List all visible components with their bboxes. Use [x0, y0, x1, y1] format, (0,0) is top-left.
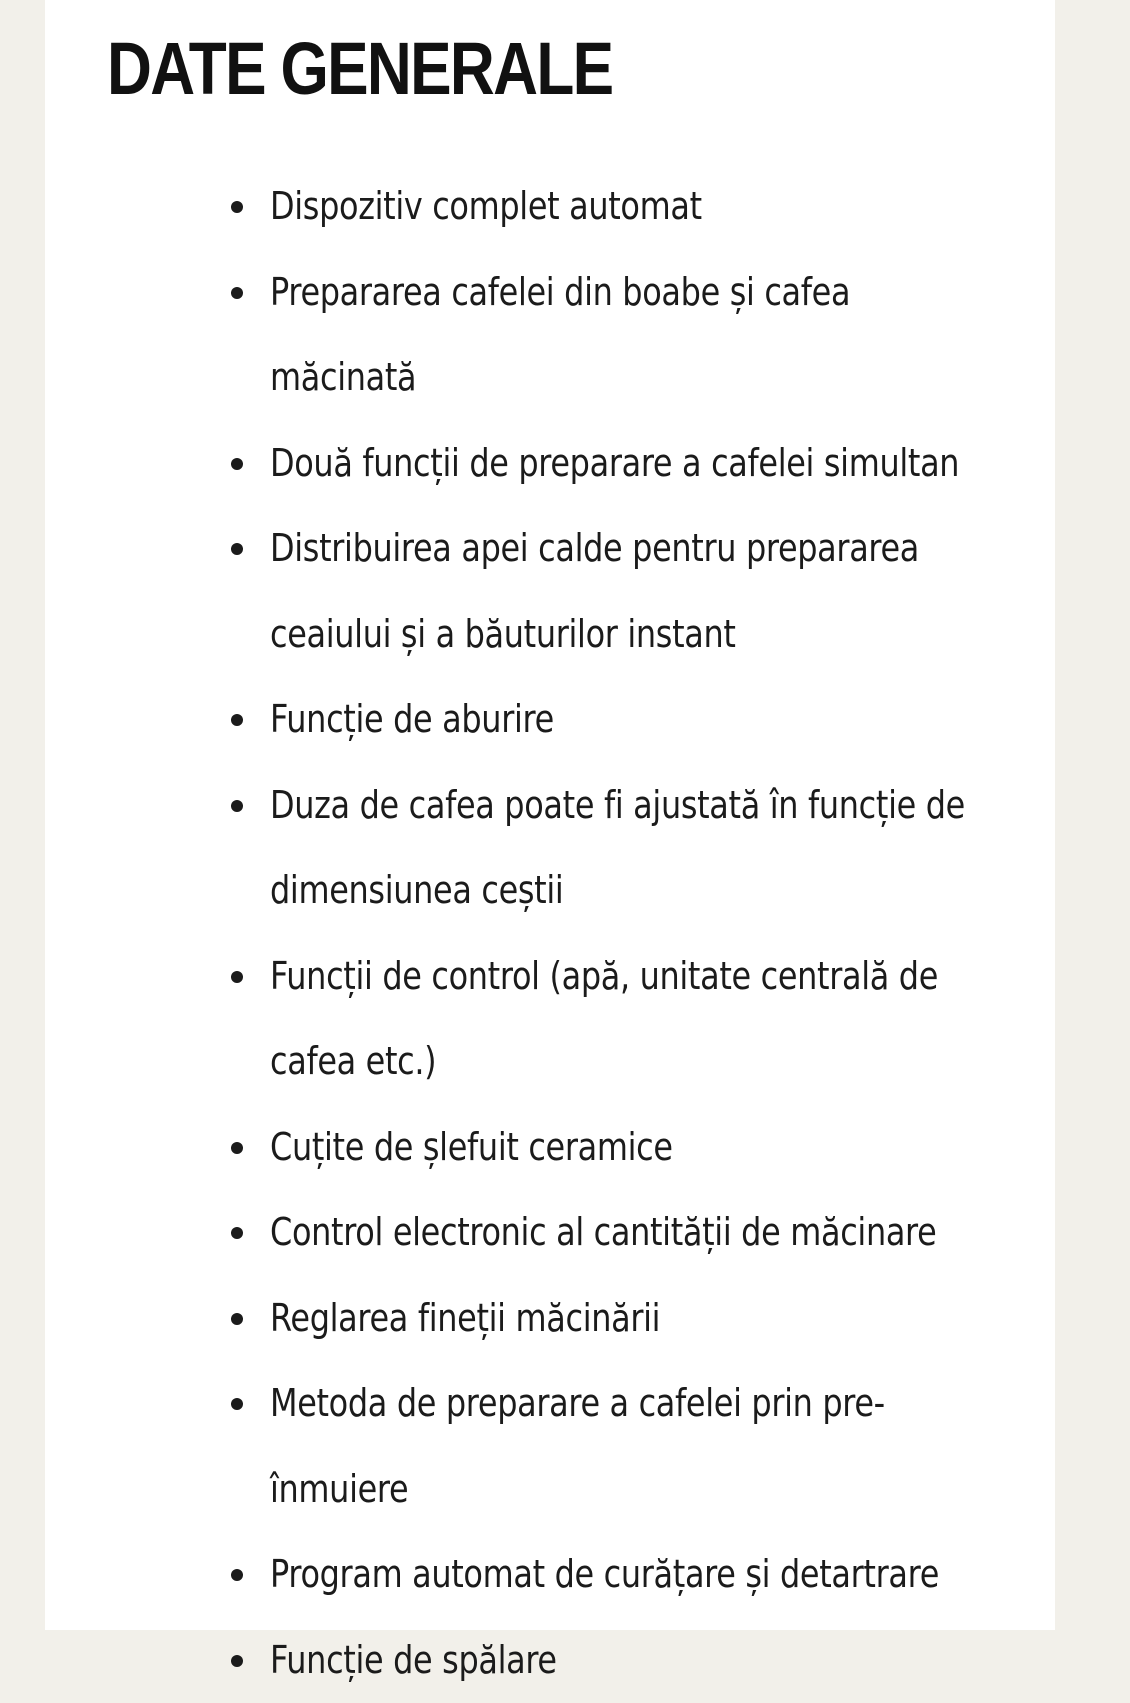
- list-item: [227, 250, 1067, 421]
- content-card: [45, 0, 1055, 1630]
- feature-text: Prepararea cafelei din boabe și cafea măcinată: [270, 250, 992, 421]
- list-item: [227, 506, 1067, 677]
- feature-text: Funcție de spălare: [270, 1618, 992, 1703]
- list-item: [227, 934, 1067, 1105]
- bullet-icon: [231, 1227, 243, 1239]
- list-item: [227, 421, 1067, 507]
- feature-text: Cuțite de șlefuit ceramice: [270, 1105, 992, 1191]
- feature-text: Control electronic al cantității de măcinare: [270, 1190, 992, 1276]
- bullet-icon: [231, 201, 243, 213]
- feature-text: Funcții de control (apă, unitate centrală de cafea etc.): [270, 934, 992, 1105]
- feature-text: Dispozitiv complet automat: [270, 164, 992, 250]
- list-item: [227, 1361, 1067, 1532]
- feature-text: Funcție de aburire: [270, 677, 992, 763]
- feature-text: Duza de cafea poate fi ajustată în funcție de dimensiunea ceștii: [270, 763, 992, 934]
- feature-text: Reglarea fineții măcinării: [270, 1276, 992, 1362]
- list-item: [227, 1618, 1067, 1703]
- bullet-icon: [231, 458, 243, 470]
- feature-text: Program automat de curățare și detartrare: [270, 1532, 992, 1618]
- feature-list: [227, 164, 1067, 1703]
- feature-text: Metoda de preparare a cafelei prin pre-înmuiere: [270, 1361, 992, 1532]
- feature-text: Două funcții de preparare a cafelei simultan: [270, 421, 992, 507]
- list-item: [227, 1532, 1067, 1618]
- bullet-icon: [231, 1655, 243, 1667]
- feature-text: Distribuirea apei calde pentru prepararea ceaiului și a băuturilor instant: [270, 506, 992, 677]
- list-item: [227, 1276, 1067, 1362]
- list-item: [227, 164, 1067, 250]
- bullet-icon: [231, 1142, 243, 1154]
- bullet-icon: [231, 714, 243, 726]
- list-item: [227, 1190, 1067, 1276]
- list-item: [227, 763, 1067, 934]
- bullet-icon: [231, 1313, 243, 1325]
- bullet-icon: [231, 1398, 243, 1410]
- bullet-icon: [231, 1569, 243, 1581]
- bullet-icon: [231, 800, 243, 812]
- section-title: DATE GENERALE: [107, 26, 612, 112]
- bullet-icon: [231, 287, 243, 299]
- list-item: [227, 677, 1067, 763]
- bullet-icon: [231, 543, 243, 555]
- list-item: [227, 1105, 1067, 1191]
- bullet-icon: [231, 971, 243, 983]
